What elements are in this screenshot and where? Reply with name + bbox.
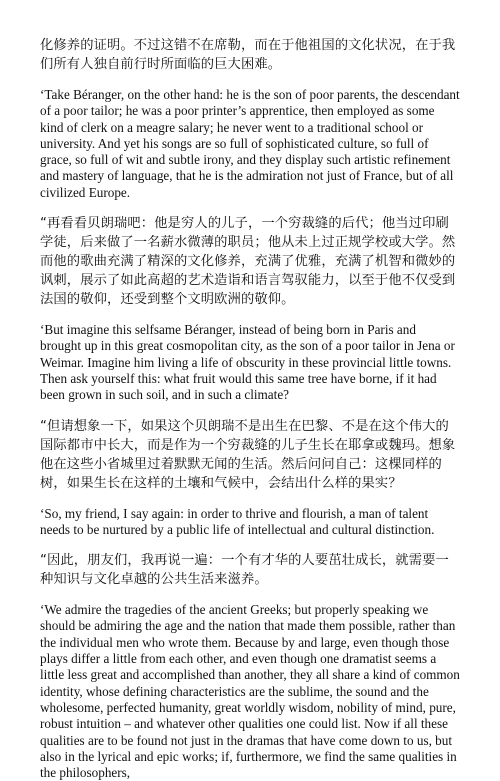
paragraph-chinese-2: “再看看贝朗瑞吧：他是穷人的儿子，一个穷裁缝的后代；他当过印刷学徒，后来做了一名薪水微薄的职员；他从未上过正规学校或大学。然而他的歌曲充满了精深的文化修养，充满了优雅，充满了机智和微妙的讽刺，展示了如此高超的艺术造诣和语言驾驭能力，以至于他不仅受到法国的敬仰，还受到整个文明欧洲的敬仰。 (40, 216, 456, 308)
paragraph-chinese-3: “但请想象一下，如果这个贝朗瑞不是出生在巴黎、不是在这个伟大的国际都市中长大，而是作为一个穷裁缝的儿子生长在耶拿或魏玛。想象他在这些小省城里过着默默无闻的生活。然后问问自己：这棵同样的树，如果生长在这样的土壤和气候中，会结出什么样的果实？ (40, 418, 456, 491)
paragraph-english-1: ‘Take Béranger, on the other hand: he is the son of poor parents, the descendant of a poor tailor; he was a poor printer’s apprentice, then employed as some kind of clerk on a meagre salary; he never went to a traditional school or university. And yet his songs are so full of sophisticated culture, so full of grace, so full of wit and subtle irony, and they display such artistic refinement and mastery of language, that he is the admiration not just of France, but of all civilized Europe. (40, 87, 460, 200)
paragraph-english-4: ‘We admire the tragedies of the ancient Greeks; but properly speaking we should be admiring the age and the nation that made them possible, rather than the individual men who wrote them. Because by and large, even though those plays differ a little from each other, and even though one dramatist seems a little less great and accomplished than another, they all share a kind of common identity, whose defining characteristics are the sublime, the sound and the wholesome, perfected humanity, great worldly wisdom, nobility of mind, pure, robust intuition – and whatever other qualities one could list. Now if all these qualities are to be found not just in the dramas that have come down to us, but also in the lyrical and epic works; if, furthermore, we find the same qualities in the philosophers, (40, 602, 460, 781)
paragraph-english-3: ‘So, my friend, I say again: in order to thrive and flourish, a man of talent needs to be nurtured by a public life of intellectual and cultural distinction. (40, 505, 435, 537)
paragraph-english-2: ‘But imagine this selfsame Béranger, instead of being born in Paris and brought up in this great cosmopolitan city, as the son of a poor tailor in Jena or Weimar. Imagine him living a life of obscurity in these provincial little towns. Then ask yourself this: what fruit would this same tree have borne, if it had been grown in such soil, and in such a climate? (40, 322, 455, 403)
paragraph-chinese-4: “因此，朋友们，我再说一遍：一个有才华的人要茁壮成长，就需要一种知识与文化卓越的公共生活来滋养。 (40, 553, 449, 588)
paragraph-chinese-1: 化修养的证明。不过这错不在席勒，而在于他祖国的文化状况，在于我们所有人独自前行时所面临的巨大困难。 (40, 38, 456, 72)
